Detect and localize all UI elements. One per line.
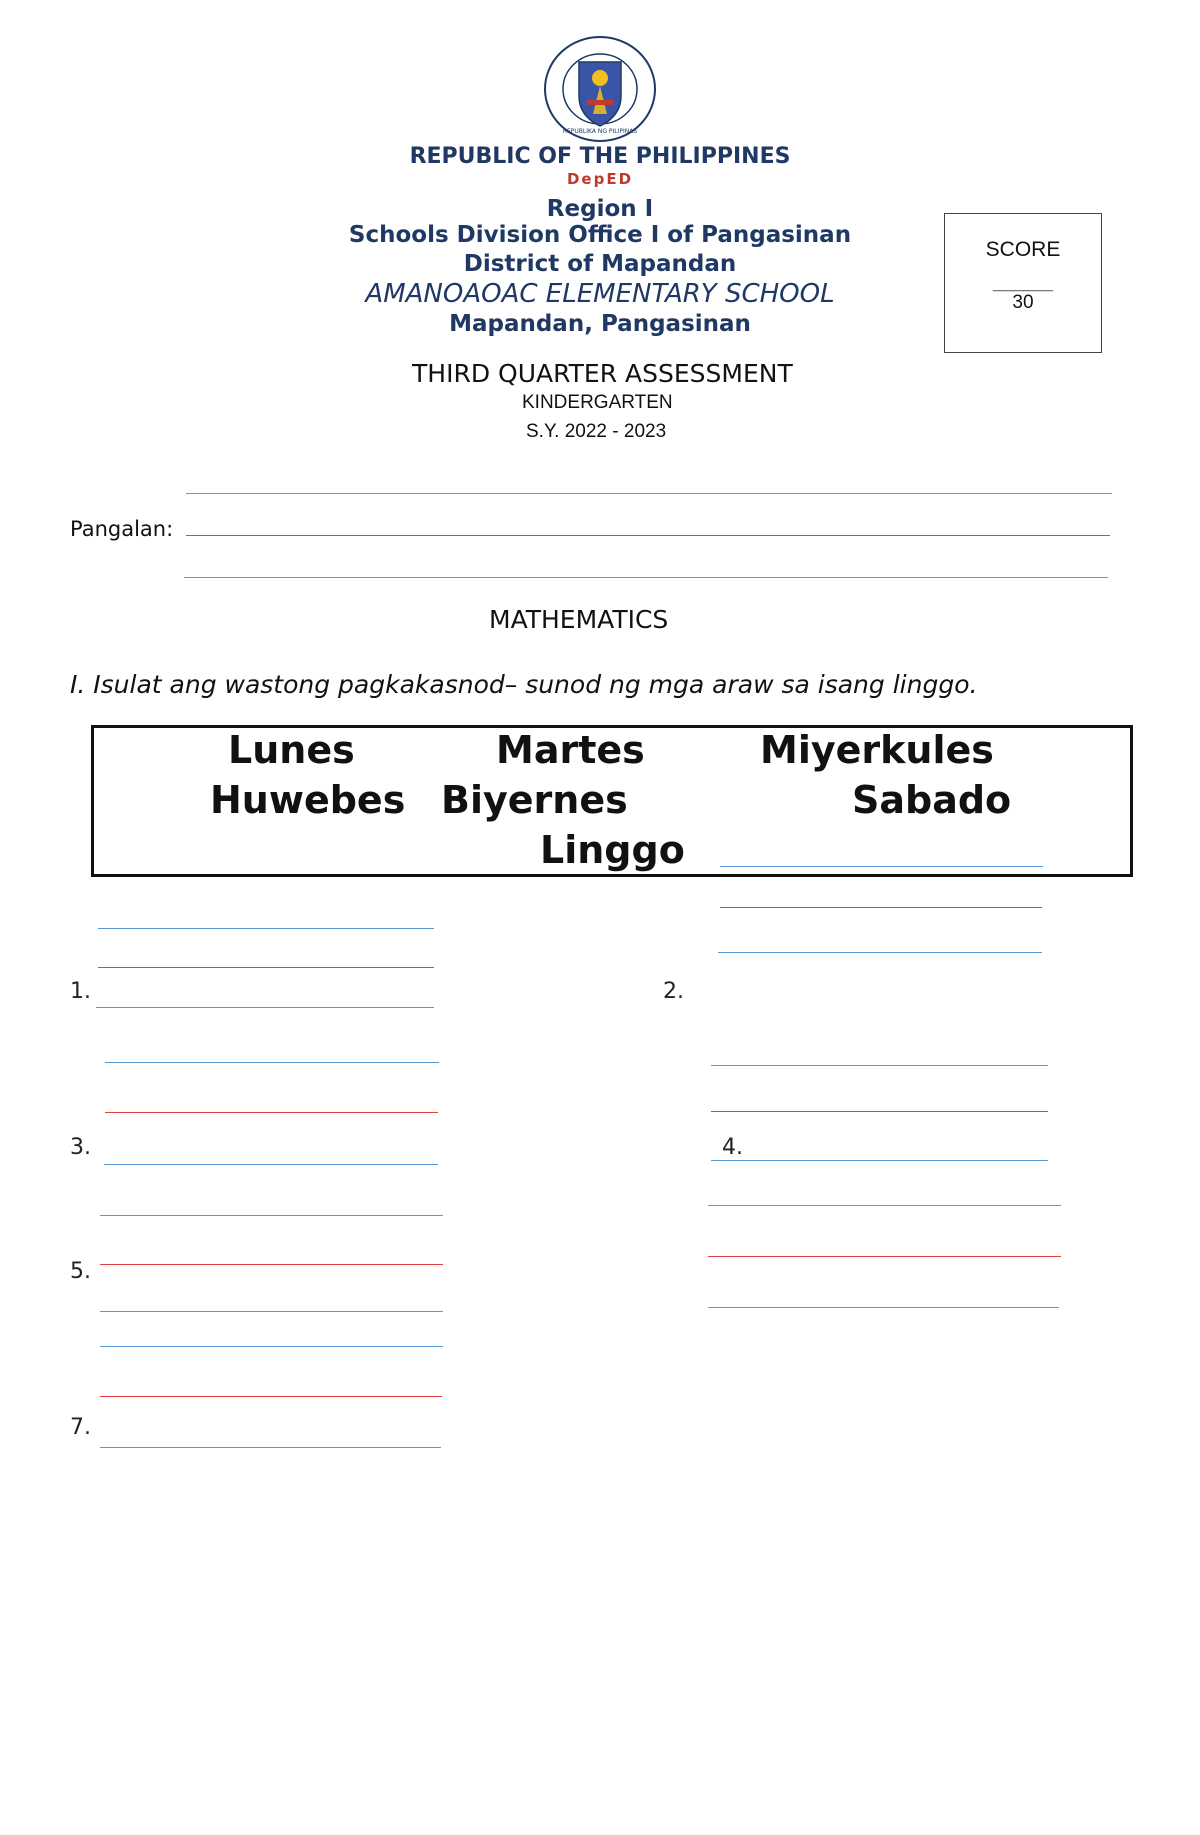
answer-1-guide-middle[interactable] — [98, 967, 434, 968]
answer-2-guide-top — [720, 866, 1043, 867]
district-heading: District of Mapandan — [463, 251, 737, 277]
day-lunes: Lunes — [228, 728, 355, 772]
answer-3-guide-bottom — [104, 1164, 438, 1165]
answer-6-guide-bottom — [708, 1307, 1059, 1308]
answer-3-guide-top — [105, 1062, 439, 1063]
answer-4-guide-bottom — [711, 1160, 1048, 1161]
subject-heading: MATHEMATICS — [489, 605, 669, 634]
school-name: AMANOAOAC ELEMENTARY SCHOOL — [365, 279, 835, 309]
grade-level: KINDERGARTEN — [522, 392, 673, 413]
instruction-text: I. Isulat ang wastong pagkakasnod– sunod ng mga araw sa isang linggo. — [70, 670, 978, 699]
day-linggo: Linggo — [540, 828, 685, 872]
assessment-title: THIRD QUARTER ASSESSMENT — [412, 359, 793, 388]
answer-4-guide-middle[interactable] — [711, 1111, 1048, 1112]
answer-3-guide-middle[interactable] — [105, 1112, 438, 1113]
score-total: 30 — [1012, 292, 1034, 313]
answer-7-guide-bottom — [100, 1447, 441, 1448]
score-box — [944, 213, 1102, 353]
republic-heading: REPUBLIC OF THE PHILIPPINES — [409, 144, 791, 169]
answer-number-7: 7. — [70, 1415, 91, 1440]
answer-4-guide-top — [711, 1065, 1048, 1066]
school-year: S.Y. 2022 - 2023 — [526, 421, 667, 442]
school-address: Mapandan, Pangasinan — [449, 311, 751, 337]
name-guide-middle[interactable] — [186, 535, 1110, 536]
answer-7-guide-top — [100, 1346, 443, 1347]
day-sabado: Sabado — [852, 778, 1012, 822]
answer-number-3: 3. — [70, 1135, 91, 1160]
day-miyerkules: Miyerkules — [760, 728, 994, 772]
score-blank: ______ — [992, 273, 1054, 293]
answer-number-4: 4. — [722, 1135, 743, 1160]
answer-number-5: 5. — [70, 1259, 91, 1284]
day-huwebes: Huwebes — [210, 778, 406, 822]
region-heading: Region I — [546, 196, 654, 222]
answer-6-guide-top — [708, 1205, 1061, 1206]
seal-text-bottom: REPUBLIKA NG PILIPINAS — [562, 128, 638, 135]
name-guide-top — [186, 493, 1112, 494]
answer-6-guide-middle[interactable] — [708, 1256, 1061, 1257]
name-guide-bottom — [184, 577, 1108, 578]
answer-7-guide-middle[interactable] — [100, 1396, 442, 1397]
answer-number-2: 2. — [663, 979, 684, 1004]
division-heading: Schools Division Office I of Pangasinan — [348, 222, 852, 248]
answer-5-guide-middle[interactable] — [100, 1264, 443, 1265]
answer-2-guide-bottom — [718, 952, 1042, 953]
day-martes: Martes — [496, 728, 645, 772]
score-label: SCORE — [985, 238, 1061, 261]
deped-wordmark: DepED — [566, 170, 634, 188]
answer-5-guide-bottom — [100, 1311, 443, 1312]
answer-number-1: 1. — [70, 979, 91, 1004]
answer-1-guide-bottom — [96, 1007, 434, 1008]
answer-2-guide-middle[interactable] — [720, 907, 1042, 908]
name-label: Pangalan: — [70, 517, 174, 541]
answer-1-guide-top — [98, 928, 434, 929]
day-biyernes: Biyernes — [441, 778, 628, 822]
answer-5-guide-top — [100, 1215, 443, 1216]
